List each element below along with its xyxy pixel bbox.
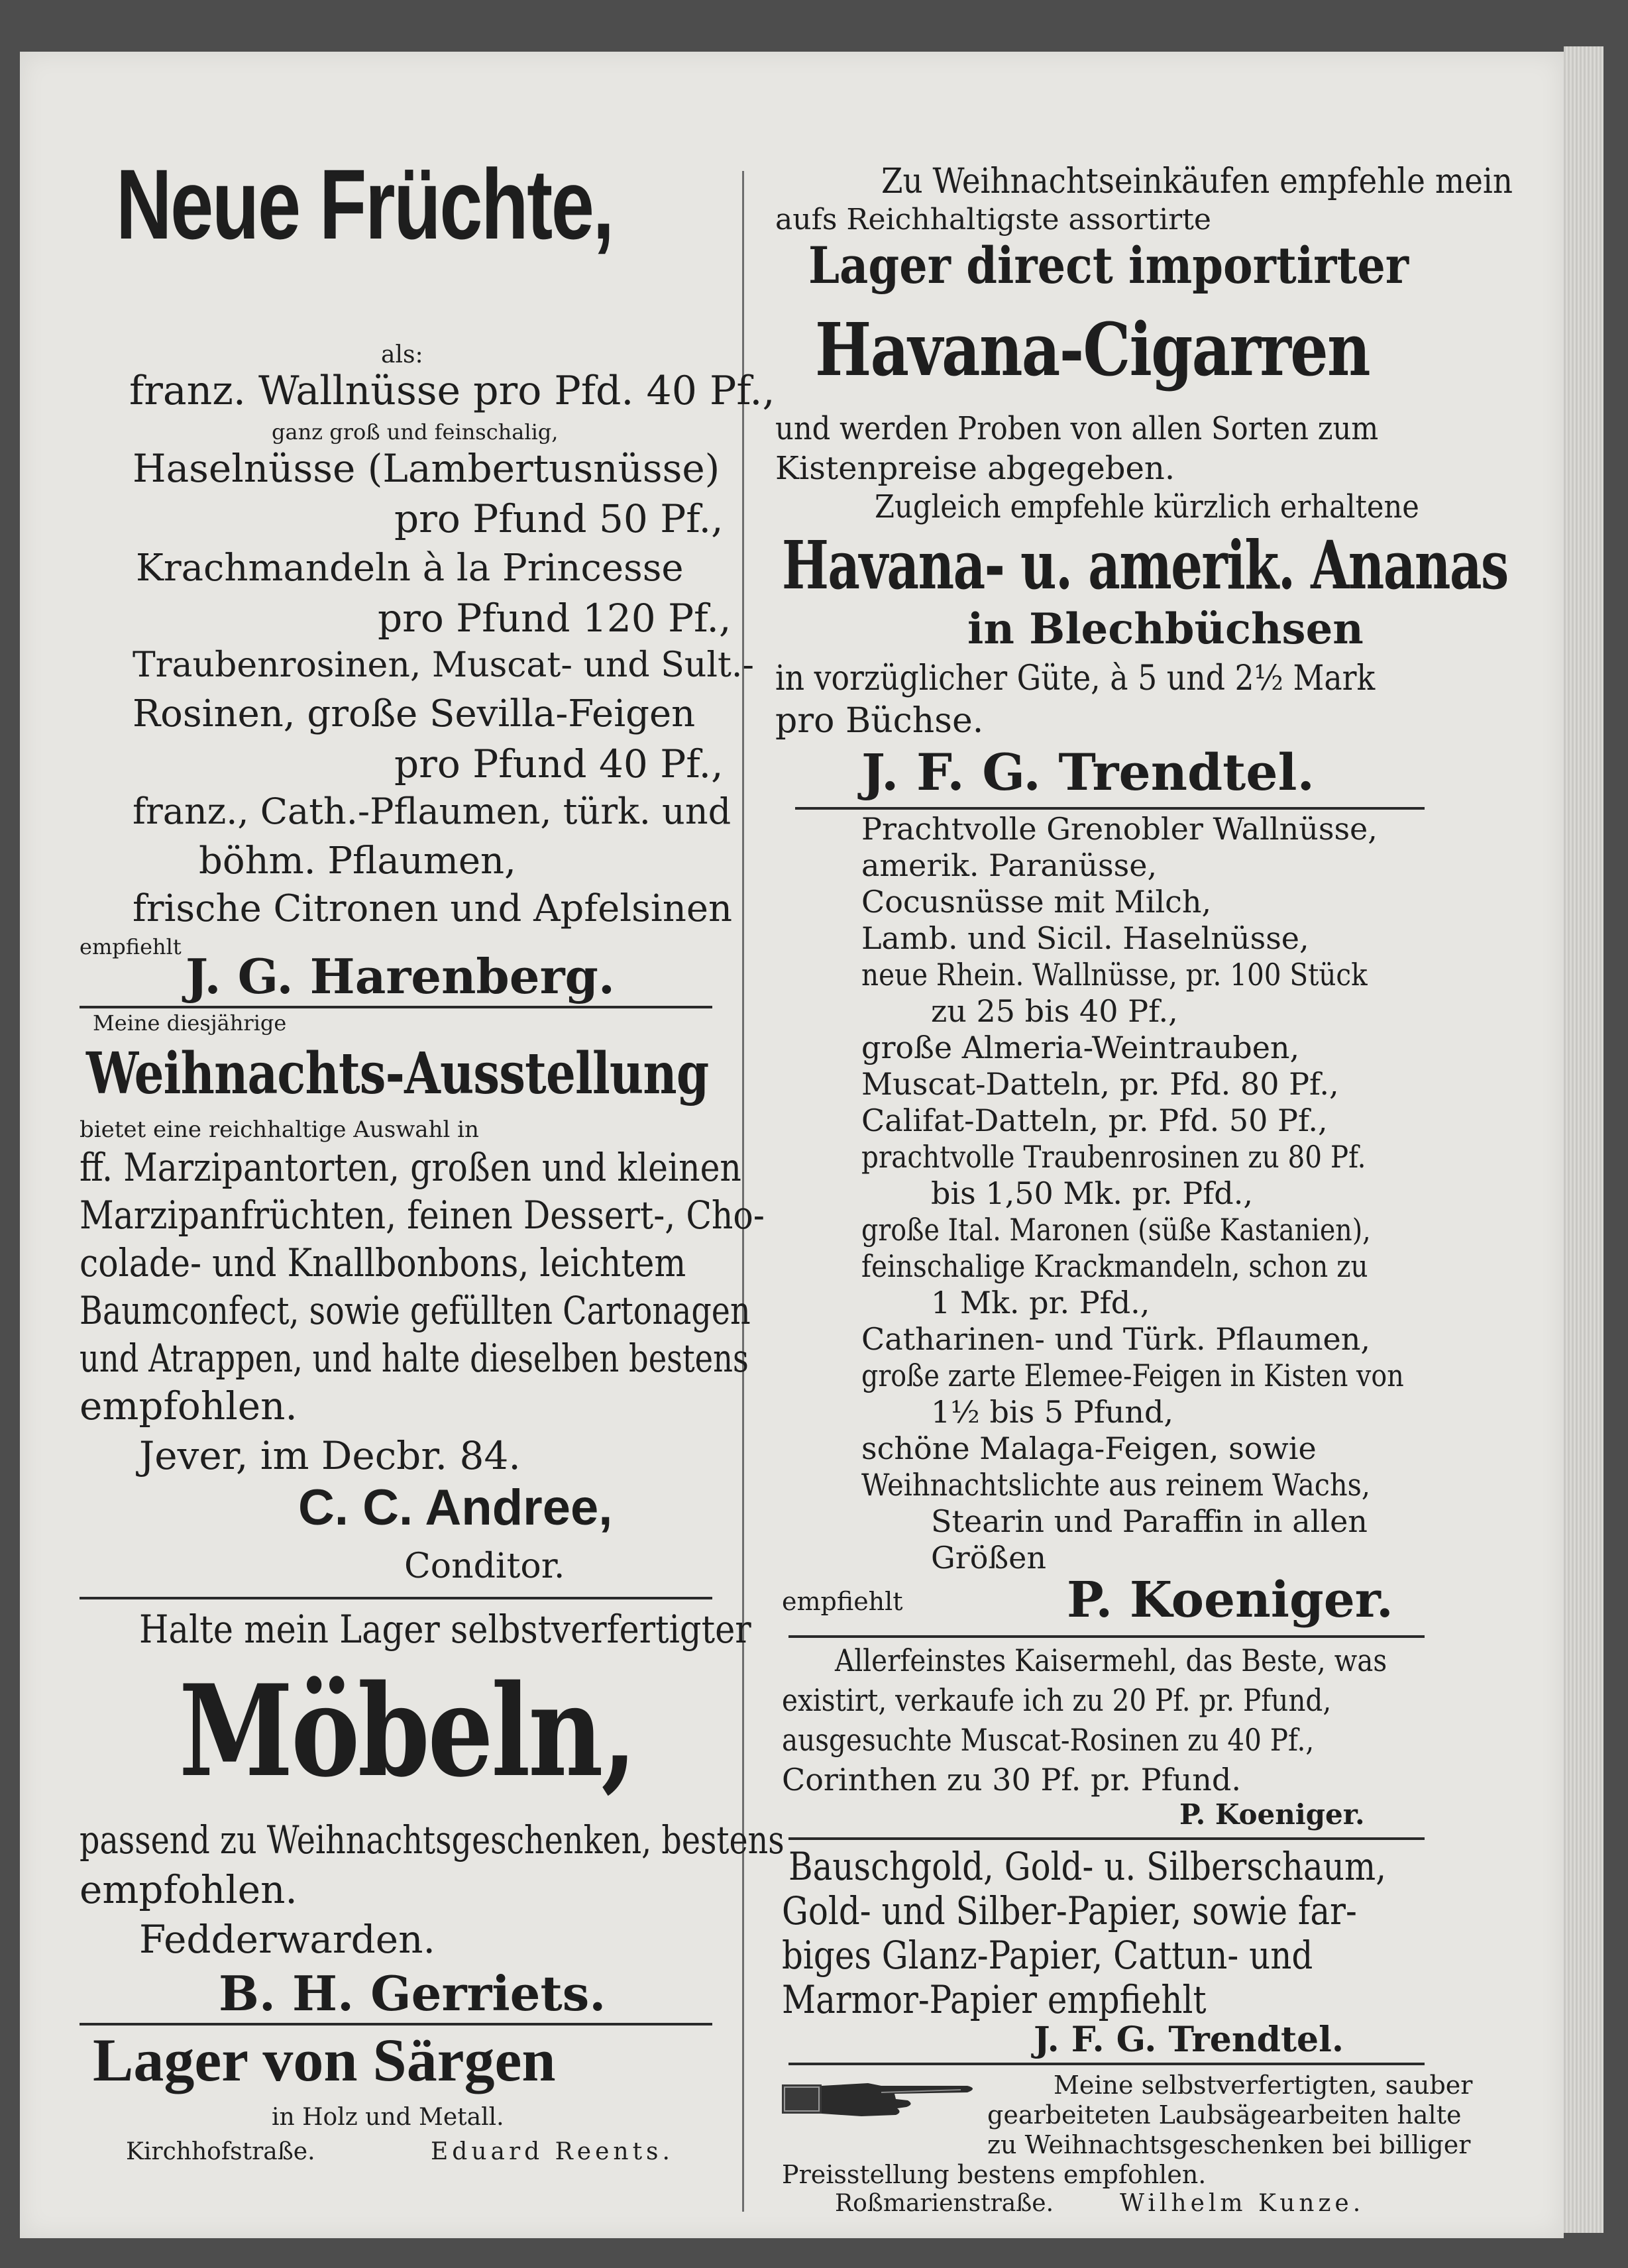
ad-line: feinschalige Krackmandeln, schon zu [861, 1248, 1368, 1284]
ad-line: und Atrappen, und halte dieselben bestens [80, 1336, 749, 1381]
ad-intro: Meine diesjährige [93, 1010, 287, 1036]
ad-place: Fedderwarden. [139, 1917, 435, 1962]
ad-line: franz., Cath.-Pflaumen, türk. und [133, 790, 732, 832]
ad-street: Kirchhofstraße. [126, 2138, 315, 2165]
ad-subline: in Holz und Metall. [272, 2104, 504, 2131]
ad-line: Meine selbstverfertigten, sauber [1054, 2071, 1473, 2100]
ad-line: Krachmandeln à la Princesse [136, 547, 684, 590]
ad-headline: Neue Früchte, [116, 148, 613, 260]
ad-line: Bauschgold, Gold- u. Silberschaum, [788, 1844, 1387, 1889]
ad-line: Weihnachtslichte aus reinem Wachs, [861, 1467, 1371, 1503]
ad-line: aufs Reichhaltigste assortirte [775, 203, 1211, 237]
ad-intro: als: [381, 341, 423, 368]
ad-line: neue Rhein. Wallnüsse, pr. 100 Stück [861, 957, 1368, 993]
ad-line: gearbeiteten Laubsägearbeiten halte [987, 2100, 1462, 2130]
ad-line: große Almeria-Weintrauben, [861, 1030, 1300, 1065]
ad-trade: Conditor. [404, 1546, 565, 1586]
ad-line: schöne Malaga-Feigen, sowie [861, 1431, 1317, 1466]
ad-line: empfohlen. [80, 1867, 298, 1912]
ad-signature: J. G. Harenberg. [186, 948, 615, 1004]
ad-signature: Wilhelm Kunze. [1120, 2190, 1365, 2217]
ad-line: biges Glanz-Papier, Cattun- und [782, 1933, 1313, 1978]
ad-line: Preisstellung bestens empfohlen. [782, 2160, 1207, 2189]
ad-line: Cocusnüsse mit Milch, [861, 884, 1212, 920]
ad-line: Zugleich empfehle kürzlich erhaltene [875, 488, 1419, 525]
ad-line: Califat-Datteln, pr. Pfd. 50 Pf., [861, 1103, 1328, 1138]
ad-separator [80, 2023, 712, 2025]
ad-line: Haselnüsse (Lambertusnüsse) [133, 446, 720, 491]
ad-line: Marmor-Papier empfiehlt [782, 1977, 1207, 2022]
ad-signature: J. F. G. Trendtel. [1034, 2020, 1344, 2060]
ad-line: 1 Mk. pr. Pfd., [931, 1285, 1150, 1321]
ad-headline-2-sub: in Blechbüchsen [967, 604, 1364, 654]
ad-separator [80, 1597, 712, 1599]
ad-line: Lamb. und Sicil. Haselnüsse, [861, 920, 1309, 956]
ad-line: passend zu Weihnachtsgeschenken, bestens [80, 1817, 785, 1863]
ad-line: Muscat-Datteln, pr. Pfd. 80 Pf., [861, 1066, 1339, 1102]
ad-signature: P. Koeniger. [1067, 1572, 1393, 1629]
ad-line: pro Pfund 120 Pf., [378, 596, 732, 641]
ad-separator [80, 1006, 712, 1008]
ad-line: pro Pfund 50 Pf., [394, 496, 724, 541]
ad-line: empfohlen. [80, 1383, 298, 1429]
ad-line: 1½ bis 5 Pfund, [931, 1394, 1174, 1430]
ad-separator [788, 2063, 1425, 2065]
ad-separator [795, 807, 1425, 810]
ad-line: böhm. Pflaumen, [199, 839, 516, 883]
ad-headline: Havana-Cigarren [815, 307, 1370, 392]
ad-line: amerik. Paranüsse, [861, 847, 1158, 883]
ad-headline: Möbeln, [179, 1657, 635, 1805]
newspaper-page [20, 52, 1564, 2238]
ad-line: Catharinen- und Türk. Pflaumen, [861, 1321, 1371, 1357]
ad-recommends: empfiehlt [80, 934, 182, 959]
ad-line: Traubenrosinen, Muscat- und Sult.- [133, 645, 754, 685]
ad-line: Prachtvolle Grenobler Wallnüsse, [861, 811, 1378, 847]
ad-headline-small: Lager direct importirter [808, 236, 1409, 295]
ad-line: Größen [931, 1540, 1047, 1576]
ad-line: Allerfeinstes Kaisermehl, das Beste, was [835, 1643, 1387, 1678]
ad-signature: C. C. Andree, [298, 1480, 613, 1536]
ad-place-date: Jever, im Decbr. 84. [139, 1433, 521, 1478]
ad-headline: Lager von Särgen [93, 2026, 556, 2094]
ad-line: colade- und Knallbonbons, leichtem [80, 1240, 686, 1285]
ad-line: zu 25 bis 40 Pf., [931, 993, 1178, 1029]
ad-line: existirt, verkaufe ich zu 20 Pf. pr. Pfund, [782, 1682, 1332, 1718]
ad-intro: Halte mein Lager selbstverfertigter [139, 1607, 751, 1652]
ad-line: Gold- und Silber-Papier, sowie far- [782, 1888, 1357, 1933]
ad-line: und werden Proben von allen Sorten zum [775, 410, 1379, 447]
ad-line: ganz groß und feinschalig, [272, 419, 559, 445]
ad-line: frische Citronen und Apfelsinen [133, 887, 733, 930]
ad-subline: bietet eine reichhaltige Auswahl in [80, 1116, 479, 1143]
ad-line: Baumconfect, sowie gefüllten Cartonagen [80, 1288, 751, 1333]
ad-street: Roßmarienstraße. [835, 2190, 1054, 2217]
ad-line: Marzipanfrüchten, feinen Dessert-, Cho- [80, 1193, 765, 1238]
ad-line: ausgesuchte Muscat-Rosinen zu 40 Pf., [782, 1722, 1315, 1758]
ad-line: bis 1,50 Mk. pr. Pfd., [931, 1175, 1253, 1211]
ad-separator [788, 1837, 1425, 1840]
ad-line: pro Pfund 40 Pf., [394, 741, 724, 786]
ad-line: große zarte Elemee-Feigen in Kisten von [861, 1358, 1404, 1393]
ad-recommends: empfiehlt [782, 1587, 903, 1616]
ad-signature: J. F. G. Trendtel. [861, 743, 1315, 802]
ad-line: ff. Marzipantorten, großen und kleinen [80, 1145, 741, 1190]
pointing-hand-icon [782, 2073, 981, 2126]
ad-separator [788, 1635, 1425, 1638]
ad-line: prachtvolle Traubenrosinen zu 80 Pf. [861, 1139, 1366, 1175]
ad-line: Rosinen, große Sevilla-Feigen [133, 692, 696, 735]
ad-line: zu Weihnachtsgeschenken bei billiger [987, 2130, 1471, 2159]
ad-line: in vorzüglicher Güte, à 5 und 2½ Mark [775, 659, 1376, 698]
ad-line: pro Büchse. [775, 701, 984, 741]
ad-line: große Ital. Maronen (süße Kastanien), [861, 1212, 1371, 1248]
ad-headline-2: Havana- u. amerik. Ananas [782, 526, 1508, 604]
ad-line: franz. Wallnüsse pro Pfd. 40 Pf., [129, 368, 775, 414]
ad-headline: Weihnachts-Ausstellung [86, 1040, 709, 1107]
ad-line: Corinthen zu 30 Pf. pr. Pfund. [782, 1762, 1241, 1798]
ad-signature: P. Koeniger. [1179, 1798, 1365, 1831]
ad-line: Zu Weihnachtseinkäufen empfehle mein [881, 162, 1513, 201]
ad-line: Kistenpreise abgegeben. [775, 450, 1175, 487]
ad-signature: Eduard Reents. [431, 2138, 674, 2165]
page-edge-stack [1564, 46, 1603, 2233]
column-divider [742, 171, 744, 2212]
ad-signature: B. H. Gerriets. [219, 1965, 606, 2022]
ad-line: Stearin und Paraffin in allen [931, 1503, 1368, 1539]
